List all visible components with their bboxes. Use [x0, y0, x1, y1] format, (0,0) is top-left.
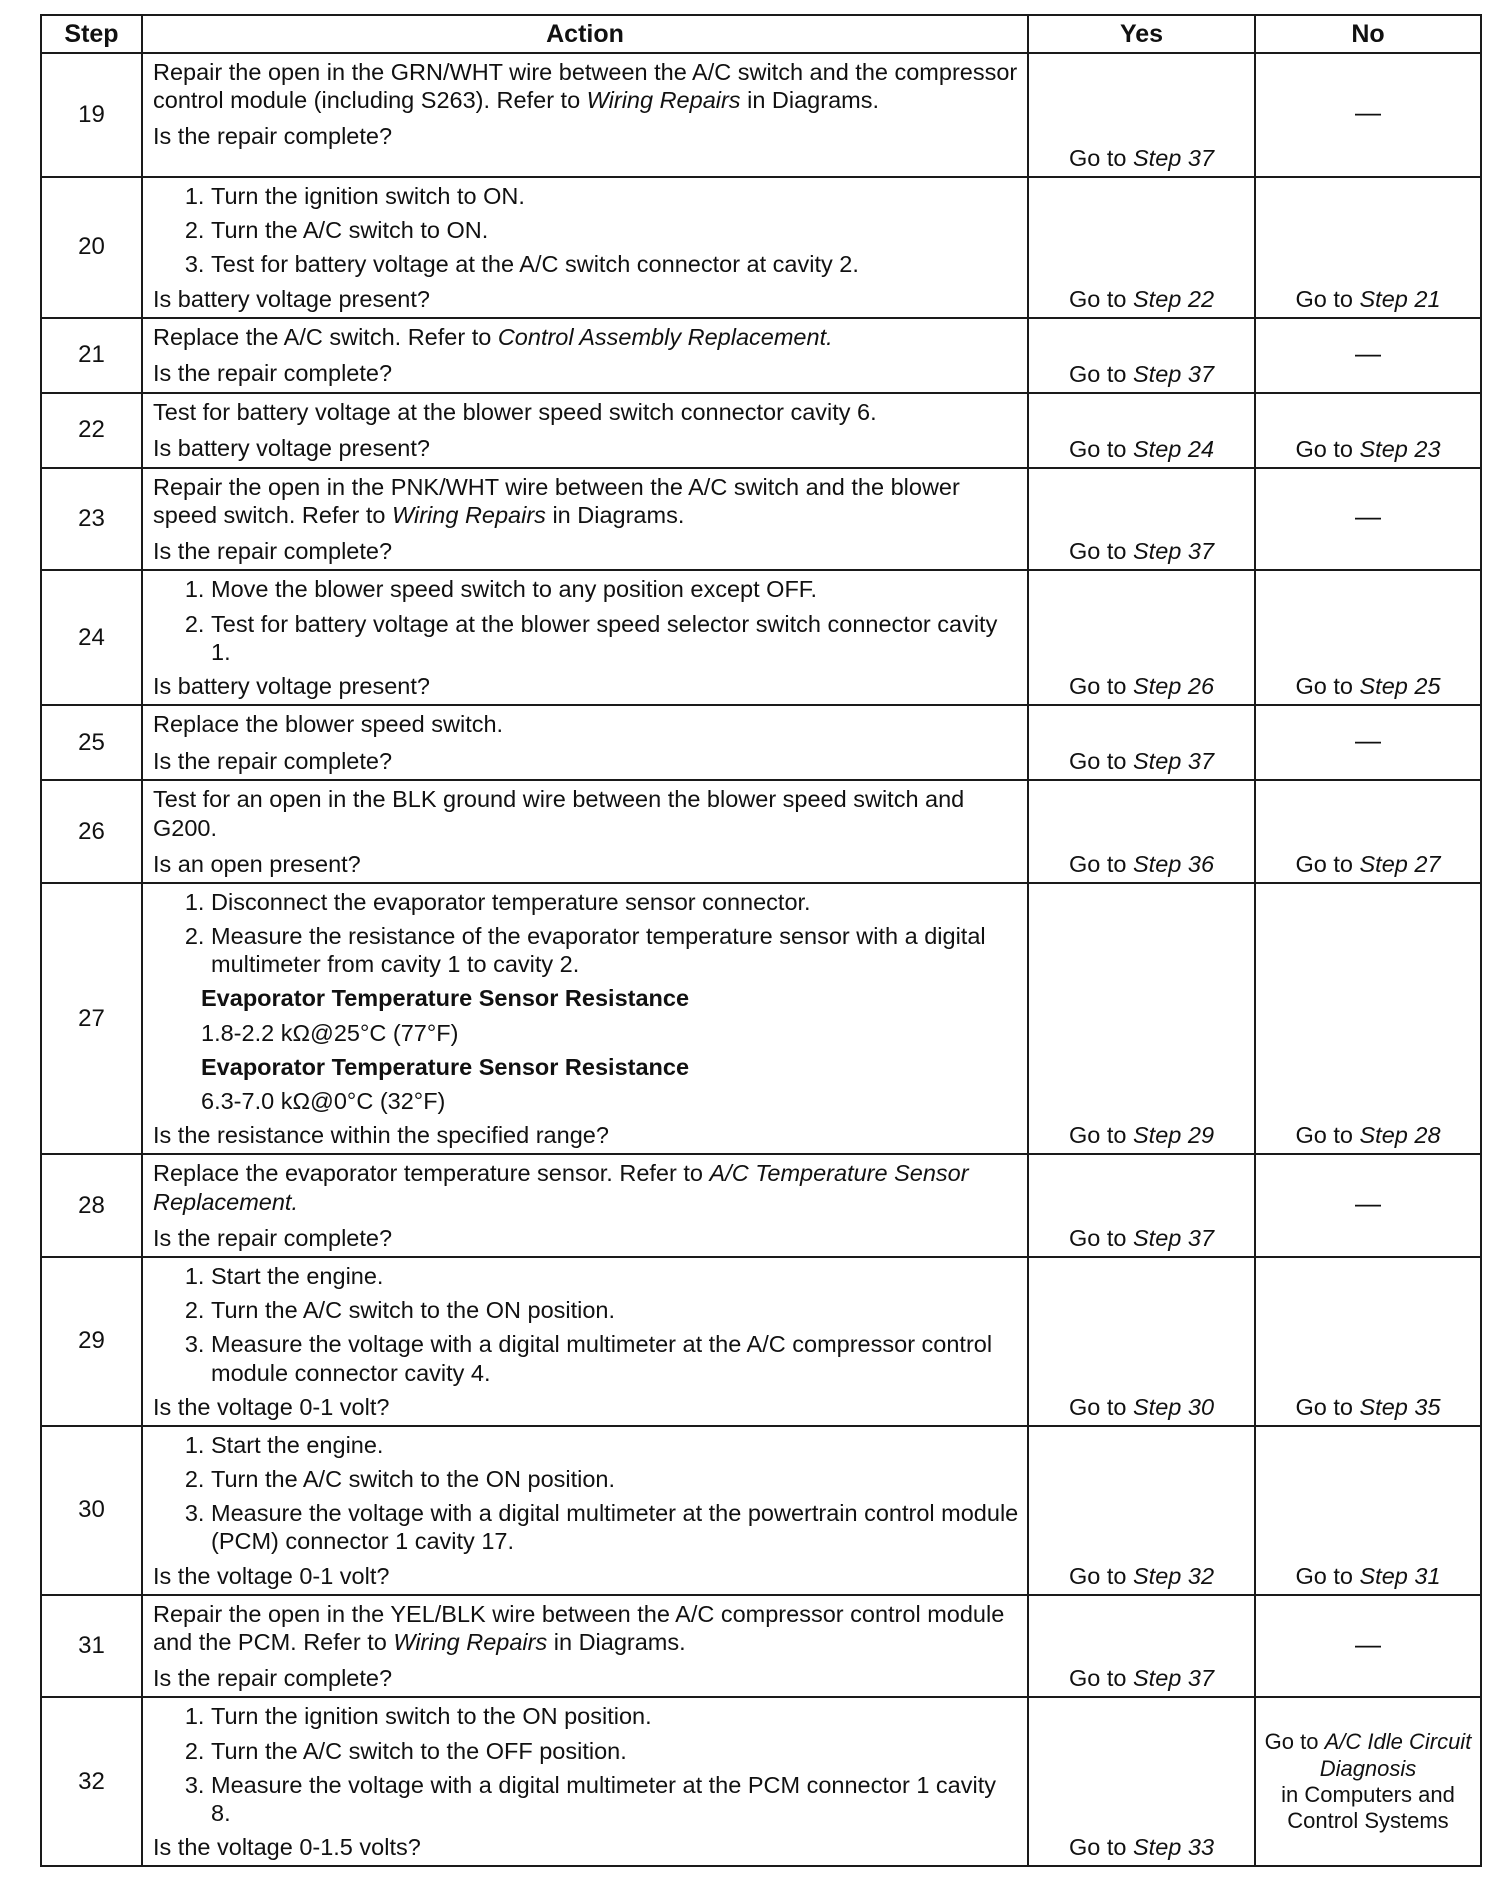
- action-cell: [142, 468, 1028, 571]
- table-row: [41, 53, 1481, 177]
- action-cell: [142, 780, 1028, 883]
- action-cell: [142, 177, 1028, 318]
- spec-value: 1.8-2.2 kΩ@25°C (77°F): [201, 1019, 459, 1046]
- no-prefix: Go to: [1295, 285, 1360, 312]
- action-cell: [142, 1595, 1028, 1698]
- action-steps-list: [153, 888, 1019, 979]
- action-steps-list: [153, 1262, 1019, 1387]
- table-row: [41, 468, 1481, 571]
- action-text: [153, 323, 1019, 351]
- action-cell: [142, 570, 1028, 705]
- yes-target-link[interactable]: Step 37: [1133, 1665, 1215, 1692]
- table-row: [41, 393, 1481, 468]
- yes-cell: [1028, 53, 1255, 177]
- yes-prefix: Go to: [1068, 748, 1133, 775]
- yes-prefix: Go to: [1068, 435, 1133, 462]
- action-question: Is the voltage 0-1 volt?: [153, 1562, 390, 1589]
- yes-target-link[interactable]: Step 37: [1133, 144, 1215, 171]
- no-cell: [1255, 1426, 1481, 1595]
- yes-target-link[interactable]: Step 32: [1133, 1562, 1215, 1589]
- action-steps-list: [153, 1431, 1019, 1556]
- step-number: 28: [41, 1154, 142, 1257]
- action-text: [153, 1159, 1019, 1215]
- yes-prefix: Go to: [1068, 360, 1133, 387]
- no-prefix: Go to: [1295, 435, 1360, 462]
- table-row: [41, 1257, 1481, 1426]
- step-number: 22: [41, 393, 142, 468]
- table-row: [41, 1595, 1481, 1698]
- action-step-item: 2. Turn the A/C switch to the OFF position.: [211, 1737, 1019, 1765]
- action-question: Is battery voltage present?: [153, 434, 430, 461]
- action-step-item: 1. Turn the ignition switch to ON.: [211, 182, 1019, 210]
- yes-cell: [1028, 1257, 1255, 1426]
- action-cell: [142, 53, 1028, 177]
- no-prefix: Go to: [1295, 673, 1360, 700]
- table-row: [41, 1154, 1481, 1257]
- table-row: [41, 177, 1481, 318]
- action-text-part: Repair the open in the GRN/WHT wire between the A/C switch and the compressor control module (including S263). Refer to: [153, 59, 1018, 114]
- action-step-item: 1. Start the engine.: [211, 1262, 1019, 1290]
- header-no: No: [1255, 15, 1481, 53]
- action-question: Is the repair complete?: [153, 359, 393, 386]
- action-reference: Control Assembly Replacement.: [497, 323, 833, 350]
- no-target-link[interactable]: Step 35: [1359, 1393, 1441, 1420]
- action-step-item: 3. Measure the voltage with a digital multimeter at the PCM connector 1 cavity 8.: [211, 1771, 1019, 1827]
- action-question: Is the repair complete?: [153, 747, 393, 774]
- yes-target-link[interactable]: Step 24: [1133, 435, 1215, 462]
- action-text-part: Repair the open in the YEL/BLK wire between the A/C compressor control module and the PCM. Refer to: [153, 1600, 1005, 1656]
- step-number: 21: [41, 318, 142, 393]
- step-number: 31: [41, 1595, 142, 1698]
- spec-title: Evaporator Temperature Sensor Resistance: [201, 985, 690, 1012]
- no-cell: —: [1255, 468, 1481, 571]
- action-cell: [142, 1426, 1028, 1595]
- yes-target-link[interactable]: Step 22: [1133, 285, 1215, 312]
- table-row: [41, 570, 1481, 705]
- spec-title: Evaporator Temperature Sensor Resistance: [201, 1053, 690, 1080]
- yes-cell: [1028, 570, 1255, 705]
- step-number: 29: [41, 1257, 142, 1426]
- yes-prefix: Go to: [1068, 144, 1133, 171]
- no-cell: [1255, 393, 1481, 468]
- no-cell: [1255, 177, 1481, 318]
- action-step-item: 1. Disconnect the evaporator temperature sensor connector.: [211, 888, 1019, 916]
- yes-prefix: Go to: [1068, 538, 1133, 565]
- yes-prefix: Go to: [1068, 285, 1133, 312]
- yes-prefix: Go to: [1068, 1665, 1133, 1692]
- no-prefix: Go to: [1295, 1393, 1360, 1420]
- action-step-item: 1. Turn the ignition switch to the ON position.: [211, 1702, 1019, 1730]
- no-target-link[interactable]: Step 31: [1359, 1562, 1441, 1589]
- action-question: Is the voltage 0-1 volt?: [153, 1393, 390, 1420]
- no-cell: [1255, 570, 1481, 705]
- no-prefix: Go to: [1264, 1729, 1325, 1755]
- action-text-part: Replace the A/C switch. Refer to: [153, 323, 498, 350]
- diagnostic-table: [40, 14, 1482, 1867]
- action-reference: A/C Temperature Sensor Replacement.: [153, 1160, 969, 1215]
- action-cell: [142, 318, 1028, 393]
- yes-cell: [1028, 705, 1255, 780]
- action-steps-list: [153, 182, 1019, 279]
- step-number: 32: [41, 1697, 142, 1866]
- yes-target-link[interactable]: Step 37: [1133, 360, 1215, 387]
- action-cell: [142, 1257, 1028, 1426]
- table-row: [41, 705, 1481, 780]
- table-row: [41, 1426, 1481, 1595]
- step-number: 19: [41, 53, 142, 177]
- step-number: 30: [41, 1426, 142, 1595]
- action-text: [153, 58, 1019, 114]
- action-step-item: 2. Turn the A/C switch to the ON position.: [211, 1465, 1019, 1493]
- action-text-part: Replace the evaporator temperature sensor. Refer to: [153, 1160, 710, 1187]
- action-step-item: 3. Measure the voltage with a digital multimeter at the powertrain control module (PCM) connector 1 cavity 17.: [211, 1499, 1019, 1555]
- action-step-item: 2. Test for battery voltage at the blower speed selector switch connector cavity 1.: [211, 610, 1019, 666]
- no-cell: —: [1255, 1154, 1481, 1257]
- yes-target-link[interactable]: Step 37: [1133, 748, 1215, 775]
- action-question: Is the resistance within the specified range?: [153, 1122, 609, 1149]
- step-number: 27: [41, 883, 142, 1155]
- yes-prefix: Go to: [1068, 1122, 1133, 1149]
- action-text-part: Repair the open in the PNK/WHT wire between the A/C switch and the blower speed switch. Refer to: [153, 473, 960, 528]
- yes-target-link[interactable]: Step 33: [1133, 1834, 1215, 1861]
- yes-prefix: Go to: [1068, 1834, 1133, 1861]
- no-target-link[interactable]: Step 23: [1359, 435, 1441, 462]
- table-row: [41, 780, 1481, 883]
- no-cell: [1255, 1257, 1481, 1426]
- action-cell: [142, 1697, 1028, 1866]
- no-cell: —: [1255, 1595, 1481, 1698]
- action-reference: Wiring Repairs: [392, 501, 546, 528]
- no-prefix: Go to: [1295, 1122, 1360, 1149]
- action-text-part: in Diagrams.: [547, 1629, 686, 1656]
- yes-cell: [1028, 1595, 1255, 1698]
- yes-cell: [1028, 1697, 1255, 1866]
- table-row: [41, 1697, 1481, 1866]
- yes-target-link[interactable]: Step 29: [1133, 1122, 1215, 1149]
- no-cell: —: [1255, 705, 1481, 780]
- action-steps-list: [153, 1702, 1019, 1827]
- no-target-link[interactable]: A/C Idle Circuit Diagnosis: [1319, 1729, 1472, 1781]
- yes-cell: [1028, 177, 1255, 318]
- header-yes: Yes: [1028, 15, 1255, 53]
- action-cell: [142, 1154, 1028, 1257]
- yes-cell: [1028, 1426, 1255, 1595]
- action-question: Is an open present?: [153, 850, 361, 877]
- yes-cell: [1028, 393, 1255, 468]
- yes-target-link[interactable]: Step 37: [1133, 538, 1215, 565]
- no-cell: [1255, 883, 1481, 1155]
- action-text: Replace the blower speed switch.: [153, 711, 504, 738]
- action-step-item: 3. Test for battery voltage at the A/C switch connector at cavity 2.: [211, 250, 1019, 278]
- yes-target-link[interactable]: Step 30: [1133, 1393, 1215, 1420]
- yes-prefix: Go to: [1068, 850, 1133, 877]
- action-step-item: 2. Measure the resistance of the evaporator temperature sensor with a digital multimeter from cavity 1 to cavity 2.: [211, 922, 1019, 978]
- action-text: [153, 1600, 1019, 1656]
- table-row: [41, 883, 1481, 1155]
- action-cell: [142, 393, 1028, 468]
- no-cell: [1255, 1697, 1481, 1866]
- action-question: Is battery voltage present?: [153, 285, 430, 312]
- action-question: Is the voltage 0-1.5 volts?: [153, 1834, 421, 1861]
- step-number: 23: [41, 468, 142, 571]
- no-cell: —: [1255, 318, 1481, 393]
- action-text-part: in Diagrams.: [740, 87, 879, 114]
- action-cell: [142, 705, 1028, 780]
- action-reference: Wiring Repairs: [586, 87, 741, 114]
- action-question: Is battery voltage present?: [153, 672, 430, 699]
- no-prefix: Go to: [1295, 1562, 1360, 1589]
- no-target-link[interactable]: Step 25: [1359, 673, 1441, 700]
- yes-prefix: Go to: [1068, 1562, 1133, 1589]
- diagnostic-table-container: [40, 14, 1480, 1867]
- action-question: Is the repair complete?: [153, 1224, 393, 1251]
- action-step-item: 1. Start the engine.: [211, 1431, 1019, 1459]
- action-question: Is the repair complete?: [153, 1665, 393, 1692]
- no-target-link[interactable]: Step 28: [1359, 1122, 1441, 1149]
- no-suffix: in Computers and Control Systems: [1281, 1781, 1455, 1834]
- step-number: 25: [41, 705, 142, 780]
- action-step-item: 2. Turn the A/C switch to ON.: [211, 216, 1019, 244]
- action-cell: [142, 883, 1028, 1155]
- yes-target-link[interactable]: Step 36: [1133, 850, 1215, 877]
- action-question: Is the repair complete?: [153, 123, 393, 150]
- action-text: Test for battery voltage at the blower speed switch connector cavity 6.: [153, 398, 877, 425]
- action-text: Test for an open in the BLK ground wire between the blower speed switch and G200.: [153, 786, 965, 841]
- no-target-link[interactable]: Step 21: [1359, 285, 1441, 312]
- action-steps-list: [153, 575, 1019, 666]
- yes-cell: [1028, 1154, 1255, 1257]
- header-row: [41, 15, 1481, 53]
- yes-prefix: Go to: [1068, 1393, 1133, 1420]
- yes-cell: [1028, 468, 1255, 571]
- header-step: Step: [41, 15, 142, 53]
- yes-prefix: Go to: [1068, 673, 1133, 700]
- yes-target-link[interactable]: Step 37: [1133, 1224, 1215, 1251]
- action-question: Is the repair complete?: [153, 538, 393, 565]
- step-number: 26: [41, 780, 142, 883]
- no-cell: [1255, 780, 1481, 883]
- action-text-part: in Diagrams.: [545, 501, 685, 528]
- no-prefix: Go to: [1295, 850, 1360, 877]
- no-target-link[interactable]: Step 27: [1359, 850, 1441, 877]
- step-number: 24: [41, 570, 142, 705]
- action-step-item: 1. Move the blower speed switch to any position except OFF.: [211, 575, 1019, 603]
- no-cell: —: [1255, 53, 1481, 177]
- yes-cell: [1028, 318, 1255, 393]
- yes-target-link[interactable]: Step 26: [1133, 673, 1215, 700]
- spec-value: 6.3-7.0 kΩ@0°C (32°F): [201, 1088, 446, 1114]
- table-row: [41, 318, 1481, 393]
- yes-cell: [1028, 883, 1255, 1155]
- step-number: 20: [41, 177, 142, 318]
- action-text: [153, 473, 1019, 529]
- yes-prefix: Go to: [1068, 1224, 1133, 1251]
- action-reference: Wiring Repairs: [393, 1629, 548, 1656]
- header-action: Action: [142, 15, 1028, 53]
- action-step-item: 2. Turn the A/C switch to the ON position.: [211, 1296, 1019, 1324]
- action-step-item: 3. Measure the voltage with a digital multimeter at the A/C compressor control module connector cavity 4.: [211, 1330, 1019, 1386]
- yes-cell: [1028, 780, 1255, 883]
